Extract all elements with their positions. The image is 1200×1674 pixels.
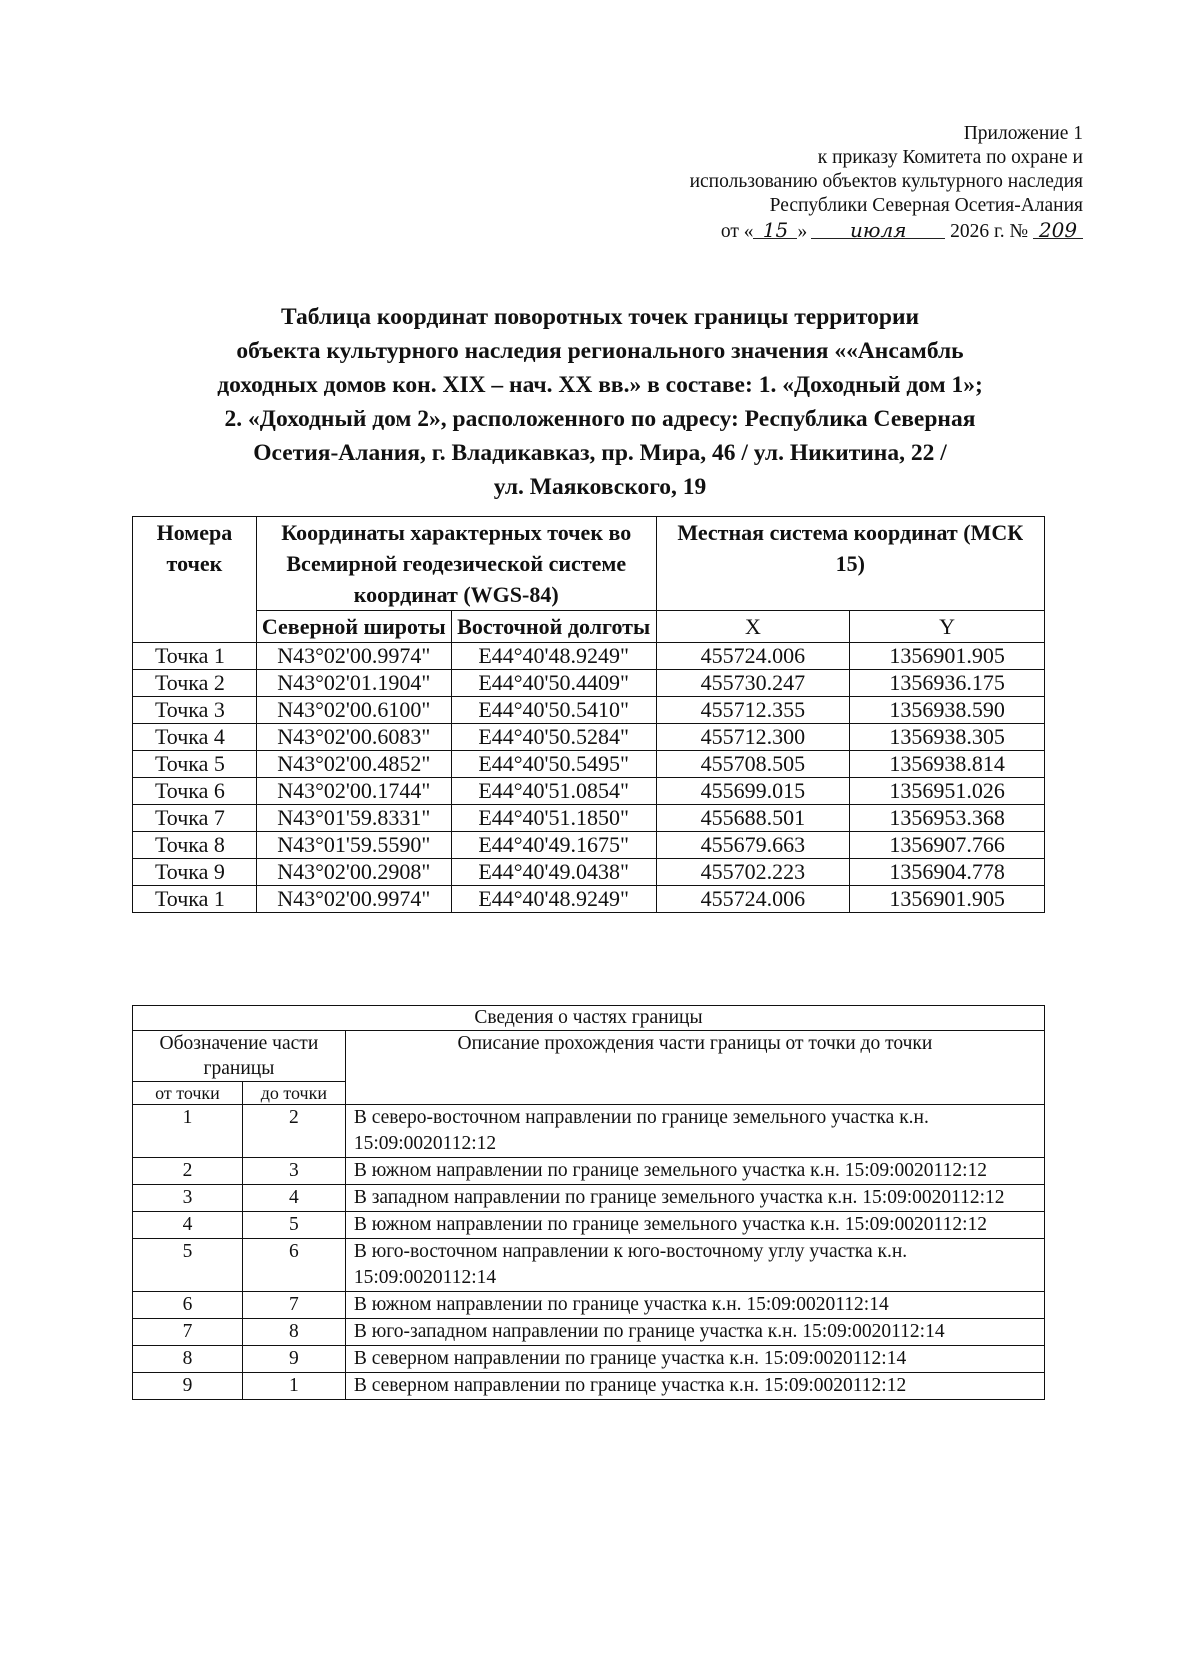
table-row: [133, 859, 1045, 886]
y-cell: 1356953.368: [850, 805, 1045, 832]
x-cell: 455702.223: [656, 859, 850, 886]
longitude-cell: E44°40'49.1675": [451, 832, 656, 859]
date-year: 2026 г. №: [950, 221, 1029, 242]
latitude-cell: N43°02'00.4852": [256, 751, 451, 778]
table-row: [133, 1185, 1045, 1212]
to-point-cell: 3: [242, 1158, 345, 1185]
table-row: [133, 697, 1045, 724]
table-row: [133, 832, 1045, 859]
to-point-cell: 7: [242, 1292, 345, 1319]
y-cell: 1356901.905: [850, 886, 1045, 913]
title-line: Осетия-Алания, г. Владикавказ, пр. Мира, 46 / ул. Никитина, 22 /: [253, 440, 947, 466]
handwritten-day: 15: [753, 218, 797, 242]
table-row: [133, 670, 1045, 697]
handwritten-order-number: 209: [1033, 218, 1083, 242]
longitude-cell: E44°40'50.4409": [451, 670, 656, 697]
table-row: [133, 1292, 1045, 1319]
description-cell: В южном направлении по границе земельного участка к.н. 15:09:0020112:12: [345, 1158, 1044, 1185]
x-cell: 455708.505: [656, 751, 850, 778]
table-row: [133, 724, 1045, 751]
to-point-cell: 8: [242, 1319, 345, 1346]
latitude-cell: N43°01'59.5590": [256, 832, 451, 859]
description-cell: В северо-восточном направлении по границе земельного участка к.н. 15:09:0020112:12: [345, 1105, 1044, 1158]
to-point-cell: 1: [242, 1373, 345, 1400]
latitude-cell: N43°02'00.9974": [256, 643, 451, 670]
point-cell: Точка 2: [133, 670, 257, 697]
appendix-label: Приложение 1: [963, 123, 1083, 144]
header-longitude: Восточной долготы: [451, 611, 656, 643]
header-points: Номера точек: [133, 517, 257, 643]
from-point-cell: 2: [133, 1158, 243, 1185]
table-row: [133, 1239, 1045, 1292]
parts-caption: Сведения о частях границы: [133, 1006, 1045, 1031]
coordinates-table: [132, 516, 1045, 913]
from-point-cell: 6: [133, 1292, 243, 1319]
x-cell: 455724.006: [656, 886, 850, 913]
latitude-cell: N43°01'59.8331": [256, 805, 451, 832]
date-prefix: от «: [720, 221, 754, 242]
point-cell: Точка 5: [133, 751, 257, 778]
table-row: [133, 1373, 1045, 1400]
document-title: [130, 300, 1070, 504]
table-row: [133, 1212, 1045, 1239]
to-point-cell: 4: [242, 1185, 345, 1212]
description-cell: В северном направлении по границе участка к.н. 15:09:0020112:14: [345, 1346, 1044, 1373]
point-cell: Точка 6: [133, 778, 257, 805]
description-cell: В южном направлении по границе земельного участка к.н. 15:09:0020112:12: [345, 1212, 1044, 1239]
header-y: Y: [850, 611, 1045, 643]
table-row: [133, 643, 1045, 670]
to-point-cell: 5: [242, 1212, 345, 1239]
point-cell: Точка 8: [133, 832, 257, 859]
point-cell: Точка 3: [133, 697, 257, 724]
header-msk15: Местная система координат (МСК 15): [656, 517, 1044, 611]
order-date-line: [690, 218, 1083, 244]
table-row: [133, 751, 1045, 778]
longitude-cell: E44°40'50.5410": [451, 697, 656, 724]
header-latitude: Северной широты: [256, 611, 451, 643]
header-designation: Обозначение части границы: [133, 1031, 346, 1082]
point-cell: Точка 4: [133, 724, 257, 751]
longitude-cell: E44°40'49.0438": [451, 859, 656, 886]
header-to-point: до точки: [242, 1082, 345, 1105]
latitude-cell: N43°02'00.9974": [256, 886, 451, 913]
to-point-cell: 9: [242, 1346, 345, 1373]
longitude-cell: E44°40'48.9249": [451, 643, 656, 670]
y-cell: 1356938.590: [850, 697, 1045, 724]
to-point-cell: 6: [242, 1239, 345, 1292]
point-cell: Точка 1: [133, 643, 257, 670]
description-cell: В южном направлении по границе участка к.н. 15:09:0020112:14: [345, 1292, 1044, 1319]
point-cell: Точка 7: [133, 805, 257, 832]
title-line: доходных домов кон. XIX – нач. XX вв.» в составе: 1. «Доходный дом 1»;: [217, 372, 983, 398]
x-cell: 455688.501: [656, 805, 850, 832]
table-row: [133, 886, 1045, 913]
point-cell: Точка 1: [133, 886, 257, 913]
description-cell: В северном направлении по границе участка к.н. 15:09:0020112:12: [345, 1373, 1044, 1400]
table-row: [133, 1158, 1045, 1185]
table-row: [133, 1105, 1045, 1158]
latitude-cell: N43°02'00.6100": [256, 697, 451, 724]
x-cell: 455712.300: [656, 724, 850, 751]
x-cell: 455730.247: [656, 670, 850, 697]
latitude-cell: N43°02'00.1744": [256, 778, 451, 805]
title-line: ул. Маяковского, 19: [493, 474, 707, 500]
latitude-cell: N43°02'00.6083": [256, 724, 451, 751]
table-row: [133, 778, 1045, 805]
header-from-point: от точки: [133, 1082, 243, 1105]
longitude-cell: E44°40'51.0854": [451, 778, 656, 805]
header-x: X: [656, 611, 850, 643]
from-point-cell: 5: [133, 1239, 243, 1292]
x-cell: 455699.015: [656, 778, 850, 805]
from-point-cell: 7: [133, 1319, 243, 1346]
y-cell: 1356938.814: [850, 751, 1045, 778]
latitude-cell: N43°02'01.1904": [256, 670, 451, 697]
from-point-cell: 1: [133, 1105, 243, 1158]
committee-name: использованию объектов культурного наследия: [689, 171, 1083, 192]
longitude-cell: E44°40'51.1850": [451, 805, 656, 832]
to-point-cell: 2: [242, 1105, 345, 1158]
header-description: Описание прохождения части границы от точки до точки: [345, 1031, 1044, 1105]
y-cell: 1356901.905: [850, 643, 1045, 670]
boundary-parts-table: [132, 1005, 1045, 1400]
x-cell: 455679.663: [656, 832, 850, 859]
description-cell: В западном направлении по границе земельного участка к.н. 15:09:0020112:12: [345, 1185, 1044, 1212]
longitude-cell: E44°40'50.5495": [451, 751, 656, 778]
title-line: 2. «Доходный дом 2», расположенного по адресу: Республика Северная: [224, 406, 976, 432]
y-cell: 1356904.778: [850, 859, 1045, 886]
y-cell: 1356938.305: [850, 724, 1045, 751]
description-cell: В юго-восточном направлении к юго-восточному углу участка к.н. 15:09:0020112:14: [345, 1239, 1044, 1292]
title-line: Таблица координат поворотных точек границы территории: [280, 304, 920, 330]
point-cell: Точка 9: [133, 859, 257, 886]
longitude-cell: E44°40'48.9249": [451, 886, 656, 913]
header-wgs84: Координаты характерных точек во Всемирной геодезической системе координат (WGS-84): [256, 517, 656, 611]
x-cell: 455724.006: [656, 643, 850, 670]
order-reference: к приказу Комитета по охране и: [817, 147, 1083, 168]
republic-name: Республики Северная Осетия-Алания: [769, 195, 1083, 216]
date-mid: »: [797, 221, 808, 242]
from-point-cell: 9: [133, 1373, 243, 1400]
y-cell: 1356907.766: [850, 832, 1045, 859]
appendix-header: [690, 122, 1083, 244]
latitude-cell: N43°02'00.2908": [256, 859, 451, 886]
from-point-cell: 4: [133, 1212, 243, 1239]
table-row: [133, 1319, 1045, 1346]
title-line: объекта культурного наследия регионального значения ««Ансамбль: [236, 338, 964, 364]
from-point-cell: 3: [133, 1185, 243, 1212]
y-cell: 1356936.175: [850, 670, 1045, 697]
longitude-cell: E44°40'50.5284": [451, 724, 656, 751]
description-cell: В юго-западном направлении по границе участка к.н. 15:09:0020112:14: [345, 1319, 1044, 1346]
x-cell: 455712.355: [656, 697, 850, 724]
handwritten-month: июля: [811, 218, 945, 242]
table-row: [133, 805, 1045, 832]
y-cell: 1356951.026: [850, 778, 1045, 805]
from-point-cell: 8: [133, 1346, 243, 1373]
table-row: [133, 1346, 1045, 1373]
